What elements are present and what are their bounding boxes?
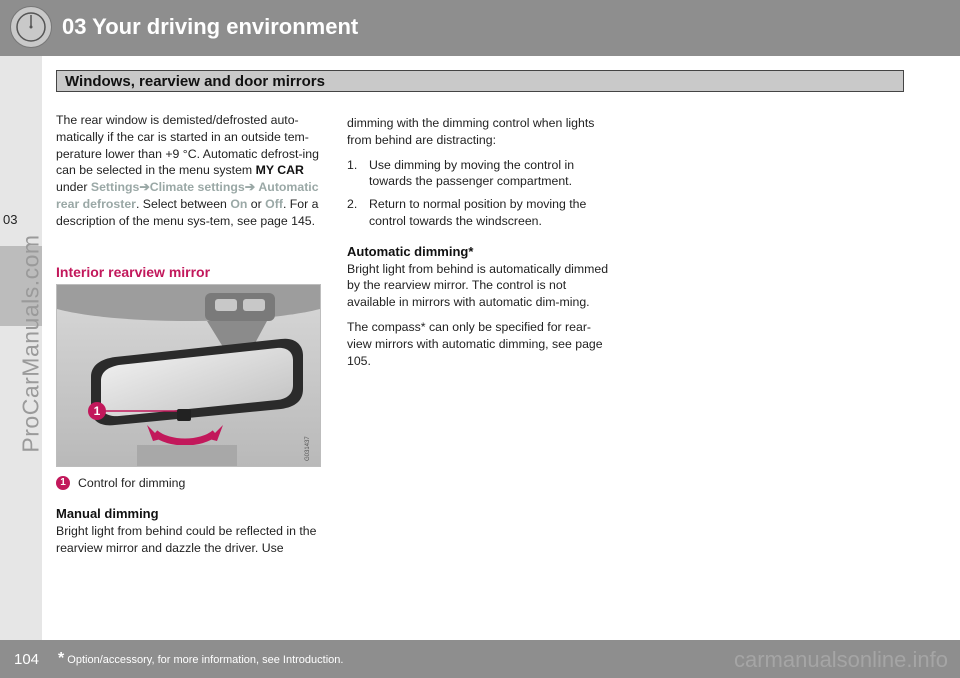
automatic-dimming-text: Bright light from behind is automatically dimmed by the rearview mirror. The control is not available in mirrors with automatic dim-ming. bbox=[347, 261, 609, 310]
footnote bbox=[58, 650, 343, 668]
figure-code: G031437 bbox=[305, 436, 311, 461]
caption-text: Control for dimming bbox=[78, 476, 186, 490]
figure-callout-1: 1 bbox=[93, 404, 101, 418]
manual-dimming-block bbox=[56, 506, 324, 556]
dimming-intro: dimming with the dimming control when lights from behind are distracting: bbox=[347, 116, 595, 147]
heading-manual-dimming: Manual dimming bbox=[56, 506, 159, 521]
mirror-drawing bbox=[57, 285, 320, 466]
option-off: Off bbox=[265, 196, 283, 211]
manual-dimming-text: Bright light from behind could be reflected in the rearview mirror and dazzle the driver. Use bbox=[56, 523, 317, 555]
chapter-header bbox=[0, 0, 960, 56]
step-number: 2. bbox=[347, 197, 358, 212]
step-number: 1. bbox=[347, 157, 358, 172]
footnote-text: Option/accessory, for more information, see Introduction. bbox=[64, 654, 344, 666]
mirror-illustration bbox=[56, 284, 321, 467]
compass-text: The compass* can only be specified for rear-view mirrors with automatic dimming, see page 105. bbox=[347, 319, 603, 368]
option-on: On bbox=[230, 196, 248, 211]
step-text: Return to normal position by moving the control towards the windscreen. bbox=[369, 197, 587, 228]
gauge-icon bbox=[10, 6, 52, 48]
site-watermark: carmanualsonline.info bbox=[733, 647, 948, 672]
heading-automatic-dimming: Automatic dimming* bbox=[347, 243, 474, 259]
list-item bbox=[347, 196, 615, 230]
page-footer bbox=[0, 640, 960, 678]
defrost-paragraph: The rear window is demisted/defrosted auto-matically if the car is started in an outside tem-perature lower than +9 °C. Automatic defrost-ing can be selected in the menu system MY CAR under Settings➔Climate settings➔ Automatic rear defroster. Select between On or Off. For a description of the menu sys-tem, see page 145. bbox=[56, 113, 319, 228]
section-title: Windows, rearview and door mirrors bbox=[65, 73, 325, 90]
side-watermark: ProCarManuals.com bbox=[17, 234, 44, 453]
menu-settings: Settings bbox=[90, 180, 140, 195]
step-text: Use dimming by moving the control in towards the passenger compartment. bbox=[369, 157, 575, 189]
list-item bbox=[347, 157, 615, 191]
menu-my-car: MY CAR bbox=[255, 163, 304, 178]
menu-rear-defroster: Automatic rear defroster bbox=[56, 180, 319, 211]
page-number: 104 bbox=[14, 651, 40, 668]
caption-badge: 1 bbox=[56, 476, 70, 490]
chapter-tab-label: 03 bbox=[3, 212, 18, 227]
arrow-icon: ➔ bbox=[244, 180, 255, 195]
right-column bbox=[347, 115, 615, 377]
arrow-icon: ➔ bbox=[139, 180, 150, 195]
footnote-star: * bbox=[58, 650, 65, 667]
section-bar bbox=[56, 70, 904, 92]
chapter-title: 03 Your driving environment bbox=[62, 14, 359, 39]
menu-climate-settings: Climate settings bbox=[149, 180, 245, 195]
heading-interior-mirror: Interior rearview mirror bbox=[56, 264, 211, 280]
mirror-heading-block bbox=[56, 264, 324, 281]
left-column bbox=[56, 112, 324, 238]
figure-caption bbox=[56, 476, 185, 490]
